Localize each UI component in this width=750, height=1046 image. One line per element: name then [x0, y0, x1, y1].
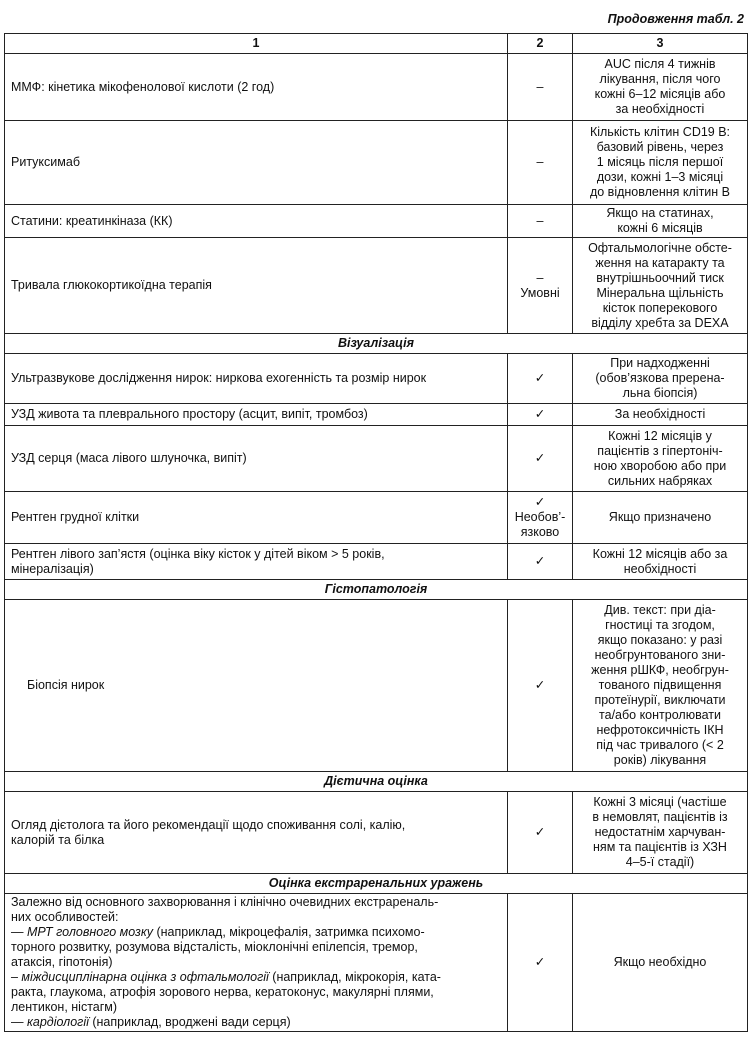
row-note: Кожні 3 місяці (частіше в немовлят, пацієнтів із недостатнім харчуван- ням та пацієнтів із ХЗН 4–5-ї стадії)	[573, 792, 748, 874]
section-title: Оцінка екстраренальних уражень	[5, 874, 748, 894]
check-icon: ✓	[508, 354, 573, 404]
row-label: Залежно від основного захворювання і клінічно очевидних екстрареналь- них особливостей: — МРТ головного мозку (наприклад, мікроцефалія, затримка психомо- торного розвитку, розумова відсталість, міоклонічні епілепсія, тремор, атаксія, гіпотонія) – міждисциплінарна оцінка з офтальмології (наприклад, мікрокорія, ката- ракта, глаукома, атрофія зорового нерва, кератоконус, макулярні плями, лентикон, ністагм) — кардіології (наприклад, вроджені вади серця)	[5, 894, 508, 1032]
check-icon: ✓	[508, 426, 573, 492]
section-row	[5, 334, 748, 354]
check-icon: ✓	[508, 544, 573, 580]
row-label: Тривала глюкокортикоїдна терапія	[5, 238, 508, 334]
section-title: Візуалізація	[5, 334, 748, 354]
row-note: За необхідності	[573, 404, 748, 426]
row-label: Ритуксимаб	[5, 121, 508, 205]
row-value: –	[508, 54, 573, 121]
row-label: Статини: креатинкіназа (КК)	[5, 205, 508, 238]
table-row	[5, 205, 748, 238]
col-header-1: 1	[5, 34, 508, 54]
row-label: Рентген лівого зап’ястя (оцінка віку кісток у дітей віком > 5 років, мінералізація)	[5, 544, 508, 580]
table-row	[5, 238, 748, 334]
row-label: Огляд дієтолога та його рекомендації щодо споживання солі, калію, калорій та білка	[5, 792, 508, 874]
row-label: Ультразвукове дослідження нирок: ниркова ехогенність та розмір нирок	[5, 354, 508, 404]
check-icon: ✓	[508, 894, 573, 1032]
row-label: Біопсія нирок	[5, 600, 508, 772]
row-value: –	[508, 121, 573, 205]
row-note: Див. текст: при діа- гностиці та згодом, якщо показано: у разі необгрунтованого зни- ження рШКФ, необгрун- тованого підвищення протеїнурії, виключати та/або контролювати нефротоксичність ІКН під час тривалого (< 2 років) лікування	[573, 600, 748, 772]
row-value: ✓ Необов’- язково	[508, 492, 573, 544]
table-row	[5, 600, 748, 772]
section-row	[5, 874, 748, 894]
table-row	[5, 792, 748, 874]
check-icon: ✓	[508, 792, 573, 874]
col-header-2: 2	[508, 34, 573, 54]
row-note: Кожні 12 місяців або за необхідності	[573, 544, 748, 580]
row-label: УЗД серця (маса лівого шлуночка, випіт)	[5, 426, 508, 492]
row-note: Кількість клітин CD19 B: базовий рівень, через 1 місяць після першої дози, кожні 1–3 місяці до відновлення клітин В	[573, 121, 748, 205]
table-row	[5, 426, 748, 492]
table-row	[5, 354, 748, 404]
table-row	[5, 121, 748, 205]
row-note: Якщо призначено	[573, 492, 748, 544]
section-title: Гістопатологія	[5, 580, 748, 600]
row-value: –	[508, 205, 573, 238]
table-row	[5, 492, 748, 544]
row-label: ММФ: кінетика мікофенолової кислоти (2 год)	[5, 54, 508, 121]
check-icon: ✓	[534, 495, 546, 509]
table-row	[5, 54, 748, 121]
row-note: Якщо на статинах, кожні 6 місяців	[573, 205, 748, 238]
row-label: УЗД живота та плеврального простору (асцит, випіт, тромбоз)	[5, 404, 508, 426]
row-note: При надходженні (обов’язкова пререна- льна біопсія)	[573, 354, 748, 404]
row-label: Рентген грудної клітки	[5, 492, 508, 544]
section-row	[5, 580, 748, 600]
row-note: AUC після 4 тижнів лікування, після чого кожні 6–12 місяців або за необхідності	[573, 54, 748, 121]
row-note: Якщо необхідно	[573, 894, 748, 1032]
table-row	[5, 404, 748, 426]
table-row	[5, 894, 748, 1032]
check-icon: ✓	[508, 404, 573, 426]
col-header-3: 3	[573, 34, 748, 54]
monitoring-table	[4, 33, 748, 1032]
check-icon: ✓	[508, 600, 573, 772]
section-title: Дієтична оцінка	[5, 772, 748, 792]
table-caption: Продовження табл. 2	[607, 12, 744, 26]
row-note: Кожні 12 місяців у пацієнтів з гіпертоніч- ною хворобою або при сильних набряках	[573, 426, 748, 492]
row-note: Офтальмологічне обсте- ження на катаракту та внутрішньоочний тиск Мінеральна щільність кісток поперекового відділу хребта за DEXA	[573, 238, 748, 334]
table-row	[5, 544, 748, 580]
section-row	[5, 772, 748, 792]
header-row	[5, 34, 748, 54]
row-value: – Умовні	[508, 238, 573, 334]
